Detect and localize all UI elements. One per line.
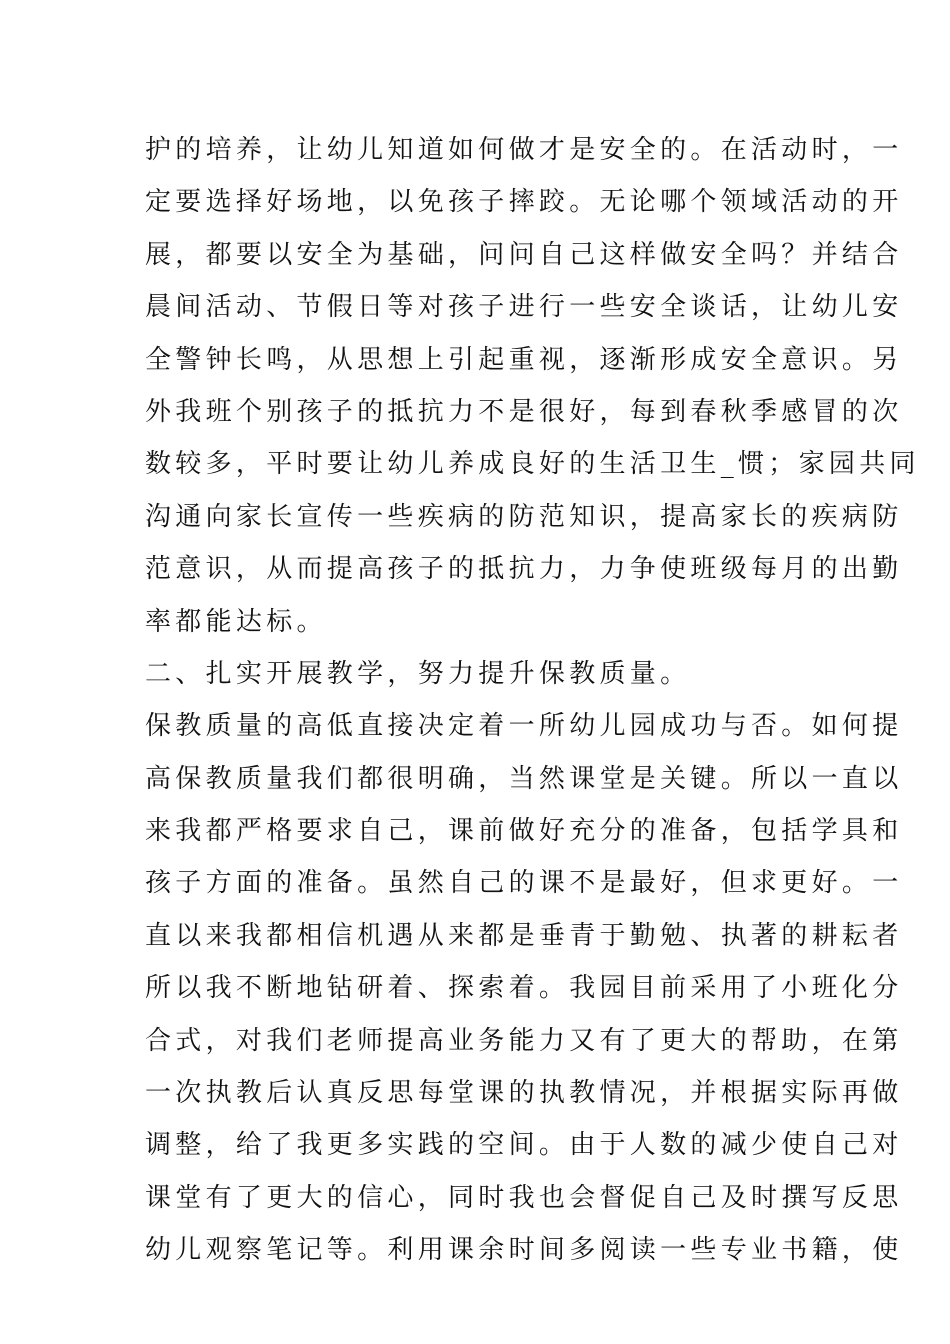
- text-line: 高保教质量我们都很明确，当然课堂是关键。所以一直以: [145, 763, 903, 794]
- text-line: 来我都严格要求自己，课前做好充分的准备，包括学具和: [145, 816, 903, 847]
- text-line: 合式，对我们老师提高业务能力又有了更大的帮助，在第: [145, 1025, 903, 1056]
- text-line: 展，都要以安全为基础，问问自己这样做安全吗？并结合: [145, 239, 903, 270]
- text-line: 一次执教后认真反思每堂课的执教情况，并根据实际再做: [145, 1078, 903, 1109]
- text-line: 沟通向家长宣传一些疾病的防范知识，提高家长的疾病防: [145, 501, 903, 532]
- body-text: [145, 124, 920, 1277]
- text-line: 全警钟长鸣，从思想上引起重视，逐渐形成安全意识。另: [145, 344, 903, 375]
- text-line: 所以我不断地钻研着、探索着。我园目前采用了小班化分: [145, 973, 903, 1004]
- text-line: 外我班个别孩子的抵抗力不是很好，每到春秋季感冒的次: [145, 396, 903, 427]
- text-line: 调整，给了我更多实践的空间。由于人数的减少使自己对: [145, 1130, 903, 1161]
- text-line: 孩子方面的准备。虽然自己的课不是最好，但求更好。一: [145, 868, 903, 899]
- text-line: 直以来我都相信机遇从来都是垂青于勤勉、执著的耕耘者: [145, 920, 903, 951]
- text-line: 护的培养，让幼儿知道如何做才是安全的。在活动时，一: [145, 135, 903, 165]
- text-line: 率都能达标。: [145, 606, 327, 637]
- text-line: 保教质量的高低直接决定着一所幼儿园成功与否。如何提: [145, 711, 903, 742]
- text-line: 晨间活动、节假日等对孩子进行一些安全谈话，让幼儿安: [145, 292, 903, 323]
- section-heading: 二、扎实开展教学，努力提升保教质量。: [145, 658, 691, 689]
- text-line: 幼儿观察笔记等。利用课余时间多阅读一些专业书籍，使: [145, 1235, 903, 1266]
- text-line: 范意识，从而提高孩子的抵抗力，力争使班级每月的出勤: [145, 554, 903, 585]
- text-line: 课堂有了更大的信心，同时我也会督促自己及时撰写反思: [145, 1182, 903, 1213]
- text-line: 定要选择好场地，以免孩子摔跤。无论哪个领域活动的开: [145, 187, 903, 218]
- text-line: 数较多，平时要让幼儿养成良好的生活卫生_惯；家园共同: [145, 449, 920, 480]
